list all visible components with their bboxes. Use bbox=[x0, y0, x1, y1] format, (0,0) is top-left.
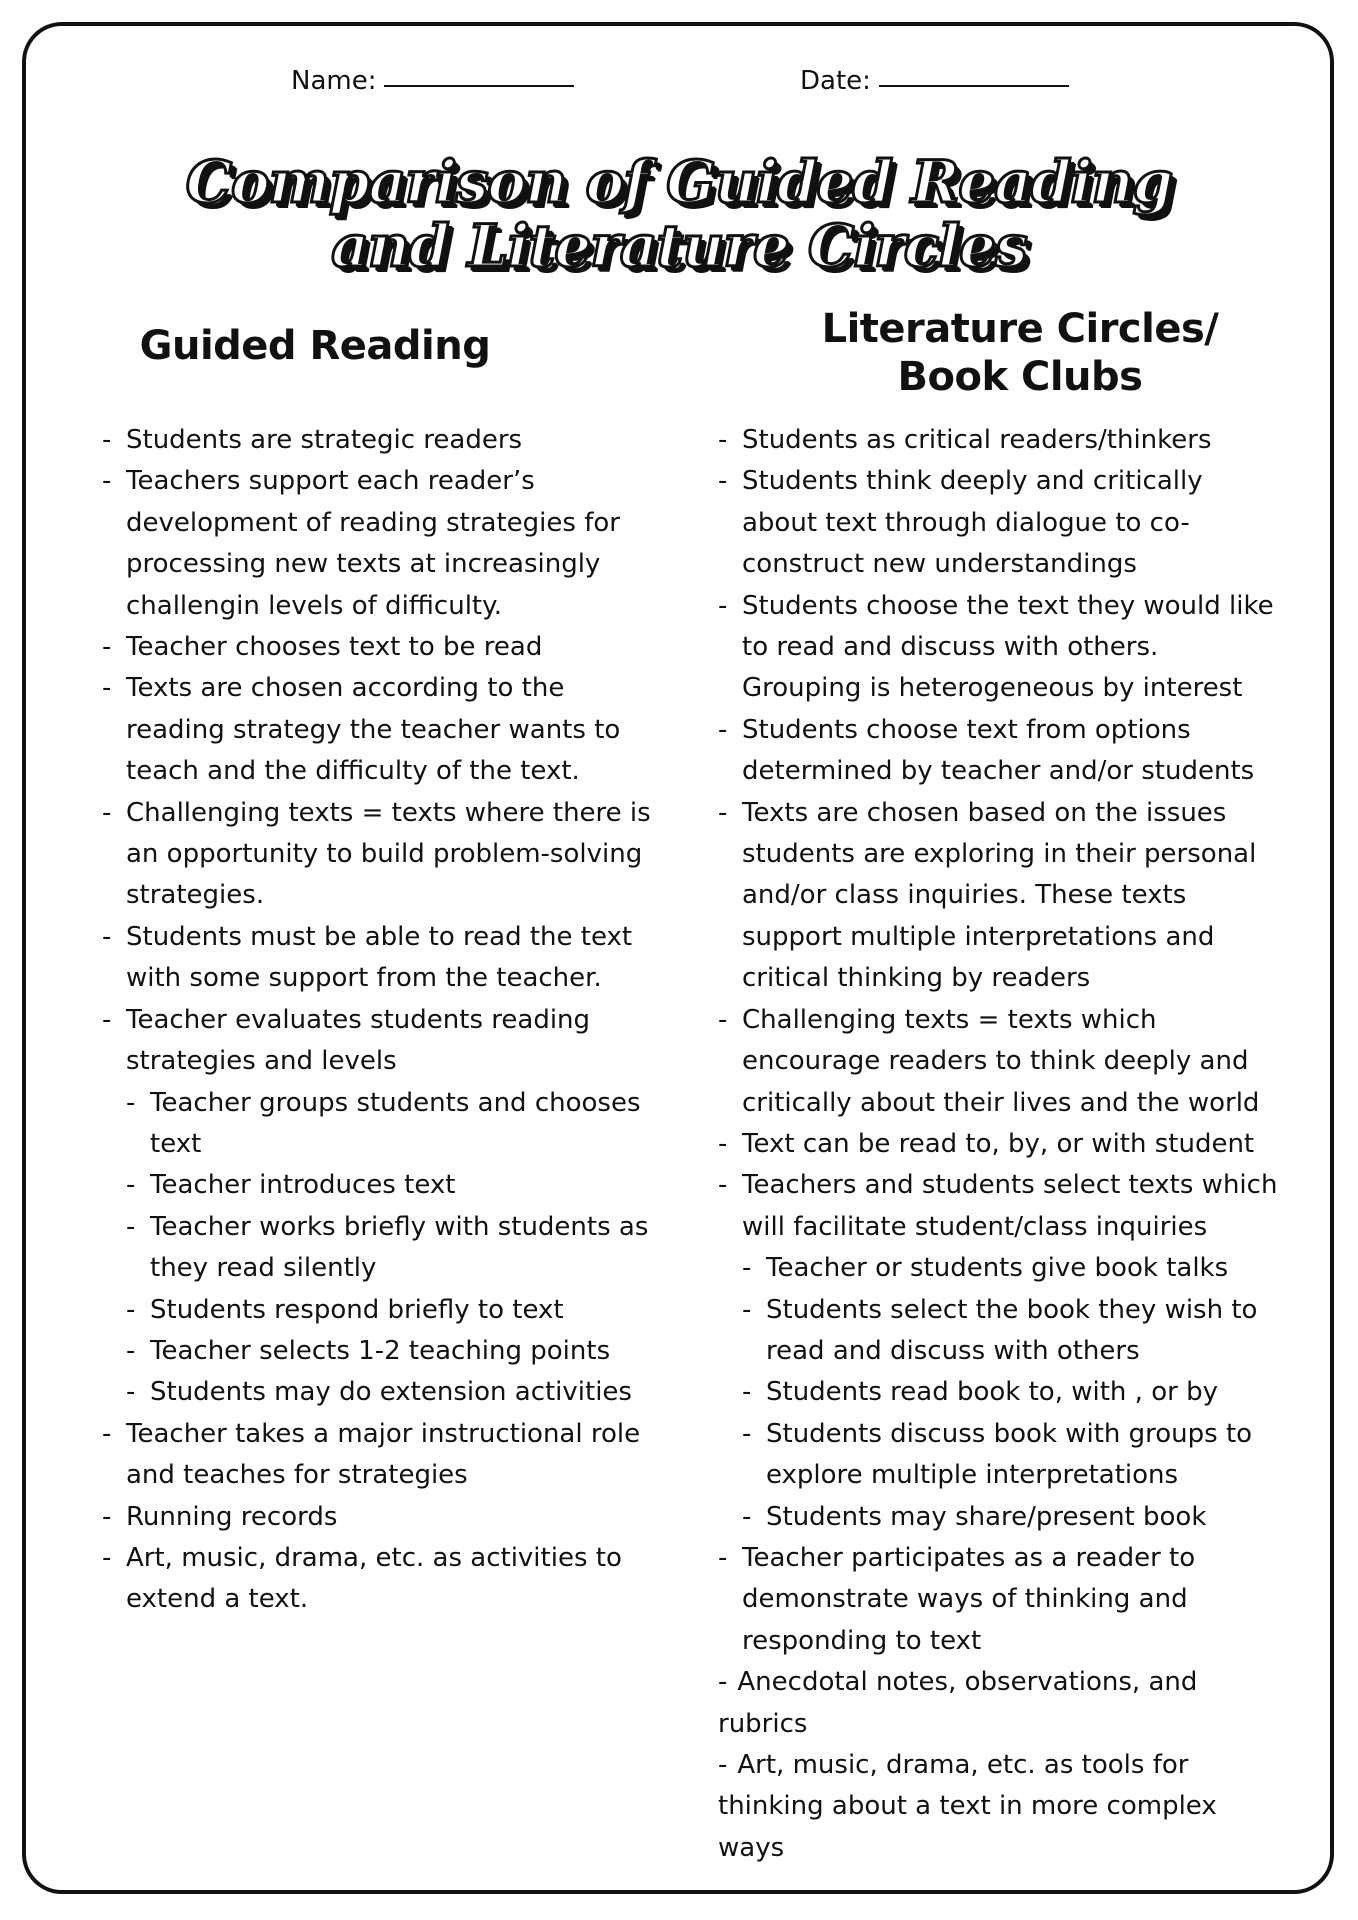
sub-list-item: - Students respond briefly to text bbox=[126, 1290, 662, 1331]
list-item: - Art, music, drama, etc. as activities to extend a text. bbox=[102, 1538, 662, 1621]
sub-list-item: - Students may share/present book bbox=[742, 1497, 1278, 1538]
sub-list-item: - Teacher or students give book talks bbox=[742, 1248, 1278, 1289]
list-item: - Teachers support each reader’s development of reading strategies for processing new texts at increasingly challengin levels of difficulty. bbox=[102, 461, 662, 627]
sub-list-item: - Teacher groups students and chooses text bbox=[126, 1083, 662, 1166]
list-item: - Teacher participates as a reader to demonstrate ways of thinking and responding to text bbox=[718, 1538, 1278, 1662]
list-item: - Anecdotal notes, observations, and rubrics bbox=[718, 1662, 1278, 1745]
list-item: - Texts are chosen according to the reading strategy the teacher wants to teach and the difficulty of the text. bbox=[102, 668, 662, 792]
date-field[interactable] bbox=[800, 66, 1069, 96]
title-line-1: Comparison of Guided Reading bbox=[185, 148, 1173, 216]
literature-circles-list bbox=[718, 420, 1278, 1869]
header-fields bbox=[0, 66, 1358, 106]
list-item: - Teacher chooses text to be read bbox=[102, 627, 662, 668]
sub-list-item: - Students select the book they wish to read and discuss with others bbox=[742, 1290, 1278, 1373]
name-label: Name: bbox=[291, 66, 377, 96]
list-item: - Students choose the text they would like to read and discuss with others. Grouping is heterogeneous by interest bbox=[718, 586, 1278, 710]
name-field[interactable] bbox=[291, 66, 574, 96]
date-blank-line[interactable] bbox=[879, 85, 1069, 87]
guided-reading-heading: Guided Reading bbox=[139, 323, 491, 369]
guided-reading-column bbox=[102, 420, 662, 1621]
sub-list-item: - Teacher introduces text bbox=[126, 1165, 662, 1206]
sub-list-item: - Teacher works briefly with students as they read silently bbox=[126, 1207, 662, 1290]
guided-reading-list bbox=[102, 420, 662, 1621]
date-label: Date: bbox=[800, 66, 871, 96]
list-item: - Students must be able to read the text with some support from the teacher. bbox=[102, 917, 662, 1000]
list-item: - Challenging texts = texts which encourage readers to think deeply and critically about their lives and the world bbox=[718, 1000, 1278, 1124]
list-item: - Teacher evaluates students reading strategies and levels bbox=[102, 1000, 662, 1083]
literature-circles-heading-line-1: Literature Circles/ bbox=[821, 306, 1219, 352]
list-item: - Art, music, drama, etc. as tools for thinking about a text in more complex ways bbox=[718, 1745, 1278, 1869]
literature-circles-heading-line-2: Book Clubs bbox=[897, 354, 1143, 400]
list-item: - Students are strategic readers bbox=[102, 420, 662, 461]
sub-list-item: - Teacher selects 1-2 teaching points bbox=[126, 1331, 662, 1372]
worksheet-title bbox=[0, 150, 1358, 278]
list-item: - Text can be read to, by, or with student bbox=[718, 1124, 1278, 1165]
list-item: - Challenging texts = texts where there is an opportunity to build problem-solving strategies. bbox=[102, 793, 662, 917]
literature-circles-heading bbox=[795, 305, 1245, 401]
sub-list-item: - Students read book to, with , or by bbox=[742, 1372, 1278, 1413]
list-item: - Teacher takes a major instructional role and teaches for strategies bbox=[102, 1414, 662, 1497]
name-blank-line[interactable] bbox=[384, 85, 574, 87]
list-item: - Students choose text from options determined by teacher and/or students bbox=[718, 710, 1278, 793]
list-item: - Students as critical readers/thinkers bbox=[718, 420, 1278, 461]
list-item: - Running records bbox=[102, 1497, 662, 1538]
literature-circles-column bbox=[718, 420, 1278, 1869]
title-line-2: and Literature Circles bbox=[331, 212, 1027, 280]
sub-list-item: - Students may do extension activities bbox=[126, 1372, 662, 1413]
list-item: - Students think deeply and critically about text through dialogue to co-construct new understandings bbox=[718, 461, 1278, 585]
list-item: - Texts are chosen based on the issues students are exploring in their personal and/or class inquiries. These texts support multiple interpretations and critical thinking by readers bbox=[718, 793, 1278, 1000]
sub-list-item: - Students discuss book with groups to explore multiple interpretations bbox=[742, 1414, 1278, 1497]
list-item: - Teachers and students select texts which will facilitate student/class inquiries bbox=[718, 1165, 1278, 1248]
